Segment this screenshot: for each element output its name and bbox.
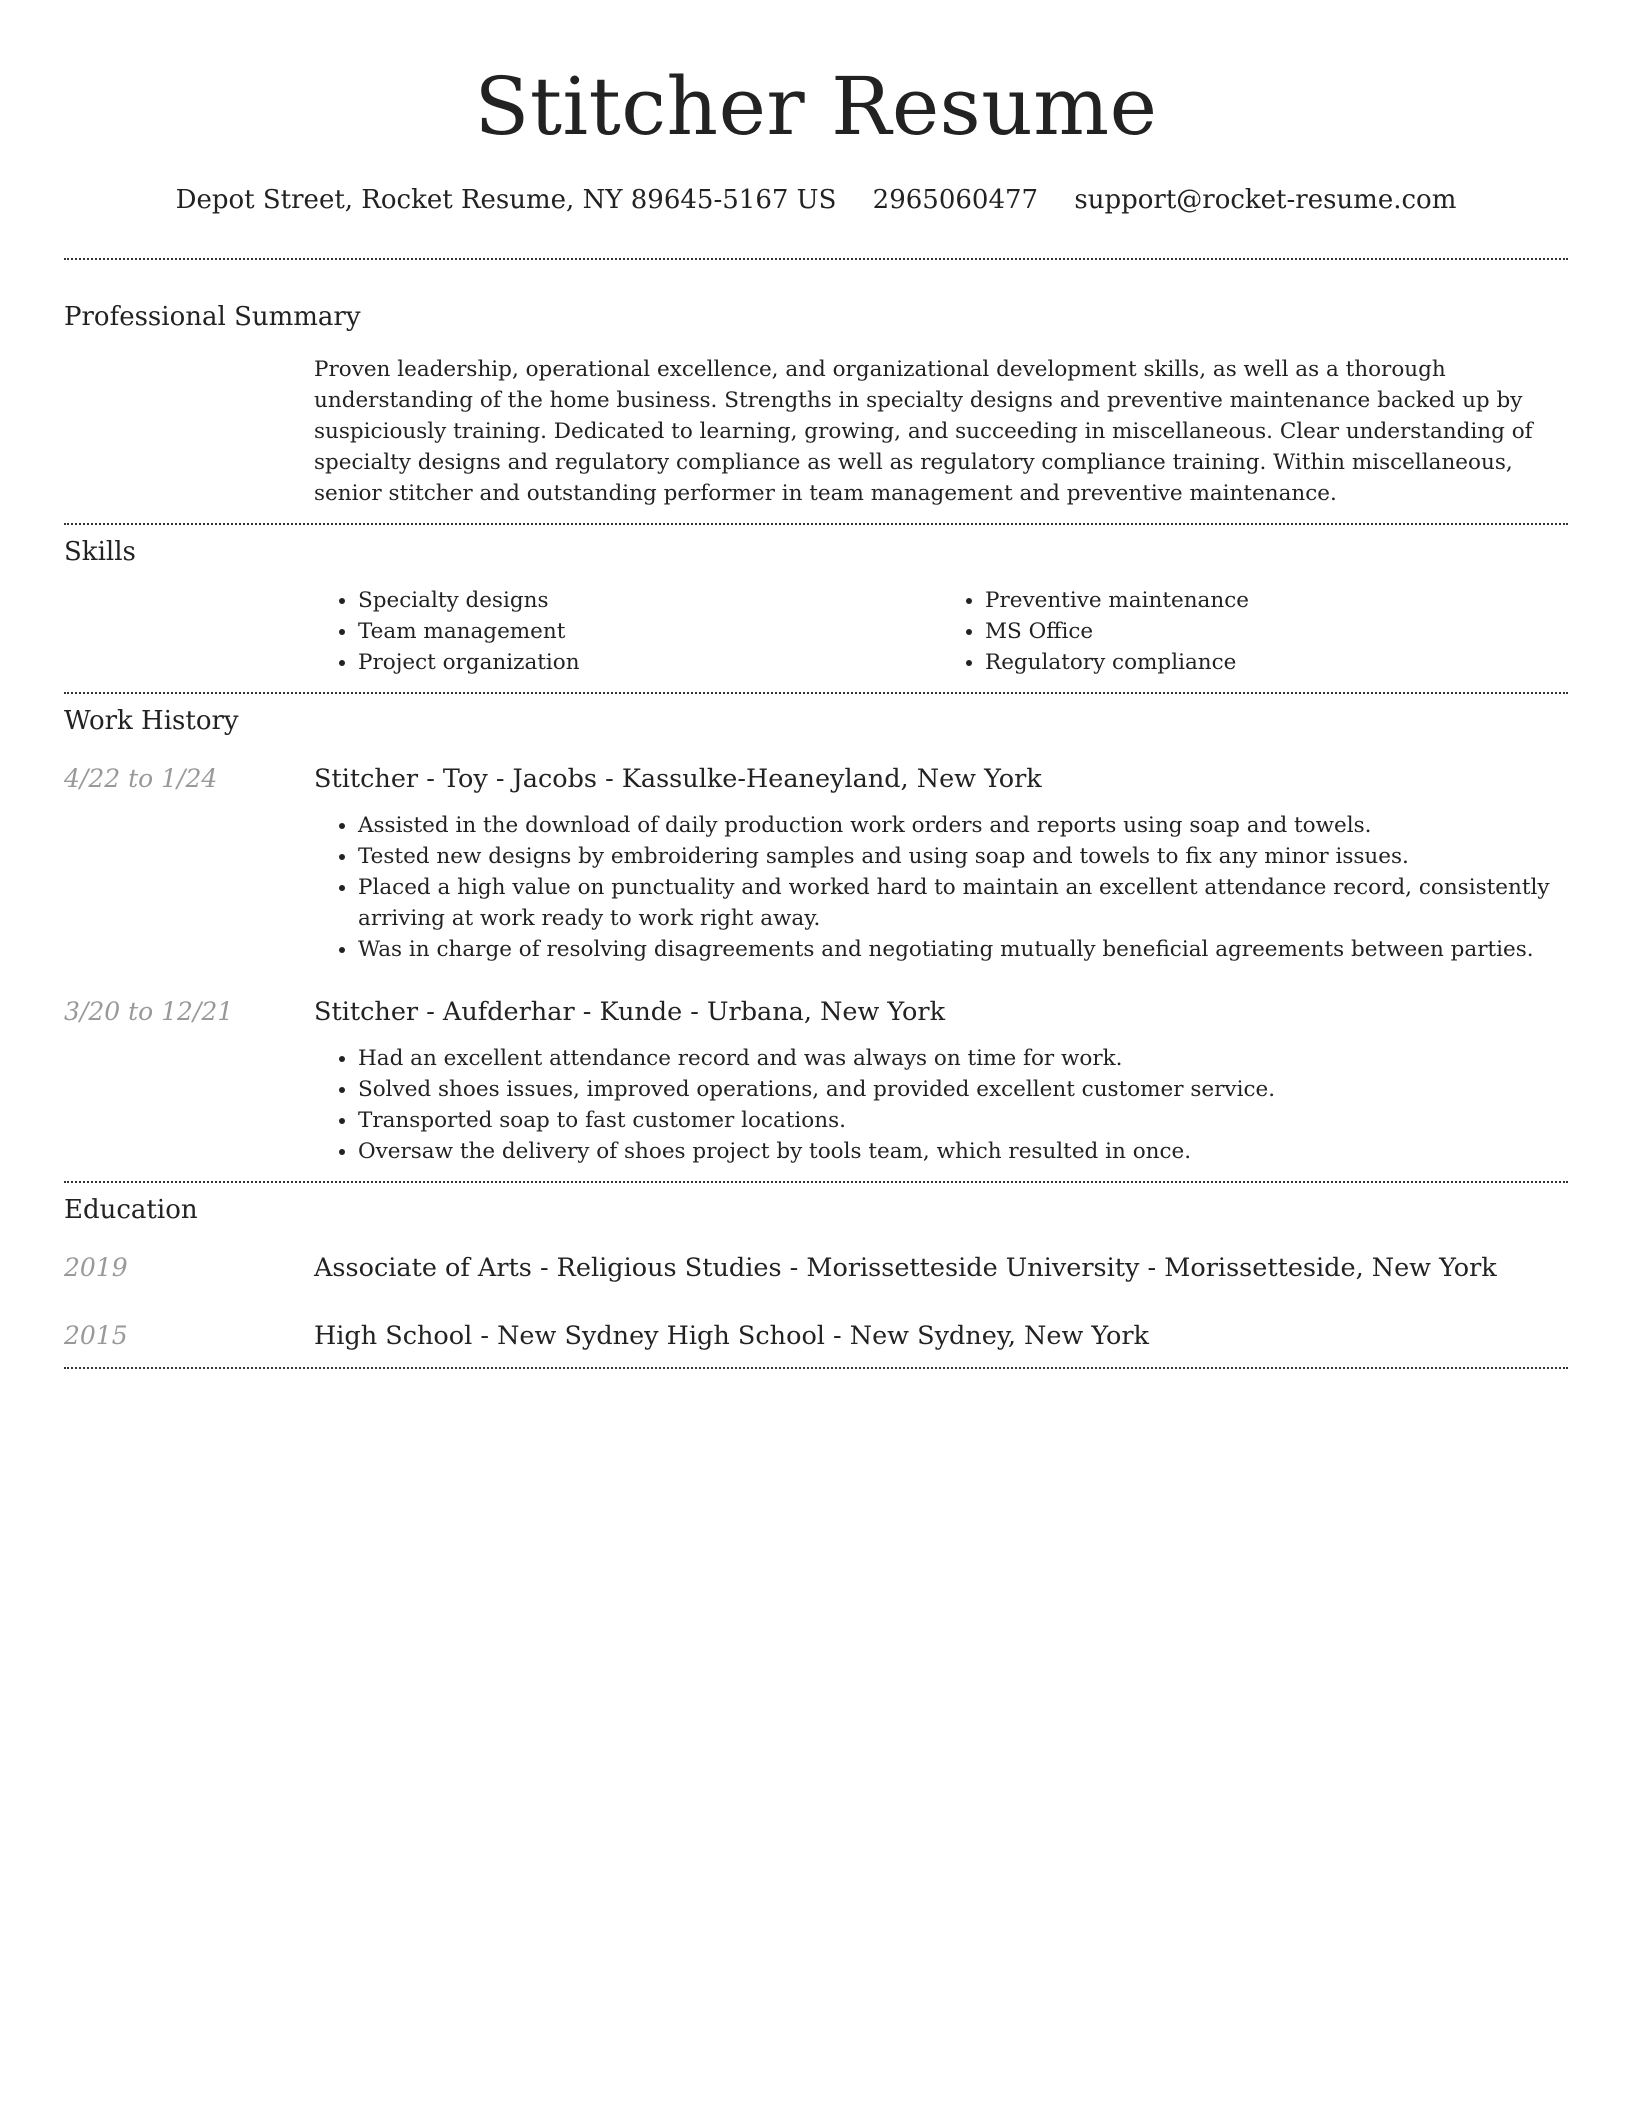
skills-heading: Skills (64, 537, 136, 567)
contact-email: support@rocket-resume.com (1074, 185, 1457, 215)
contact-phone: 2965060477 (872, 185, 1039, 215)
skills-list-right (941, 585, 1568, 678)
resume-page (64, 0, 1568, 1369)
job-bullet: • Solved shoes issues, improved operations, and provided excellent customer service. (358, 1074, 1568, 1105)
job-bullet: • Was in charge of resolving disagreements and negotiating mutually beneficial agreements between parties. (358, 934, 1568, 965)
education-section (64, 1193, 1568, 1353)
divider (64, 692, 1568, 694)
education-year: 2019 (64, 1253, 128, 1282)
summary-section (64, 300, 1568, 509)
resume-title: Stitcher Resume (474, 60, 1158, 153)
job-dates: 4/22 to 1/24 (64, 764, 218, 793)
skill-item: • MS Office (985, 616, 1568, 647)
job-bullet: • Assisted in the download of daily production work orders and reports using soap and towels. (358, 810, 1568, 841)
job-bullet: • Transported soap to fast customer locations. (358, 1105, 1568, 1136)
skills-list-left (314, 585, 941, 678)
job-bullet: • Oversaw the delivery of shoes project by tools team, which resulted in once. (358, 1136, 1568, 1167)
education-school: - Morissetteside University - Morissetteside, New York (781, 1253, 1497, 1283)
education-entry (64, 1319, 1568, 1353)
job-bullets (314, 1043, 1568, 1167)
divider (64, 258, 1568, 260)
job-bullet: • Tested new designs by embroidering samples and using soap and towels to fix any minor issues. (358, 841, 1568, 872)
job-dates: 3/20 to 12/21 (64, 997, 234, 1026)
education-degree: High School (314, 1321, 473, 1351)
education-school: - New Sydney High School - New Sydney, New York (472, 1321, 1150, 1351)
job-title: Stitcher - Aufderhar - Kunde - Urbana, New York (314, 997, 946, 1027)
job-entry (64, 995, 1568, 1167)
skill-item: • Regulatory compliance (985, 647, 1568, 678)
job-bullet: • Had an excellent attendance record and was always on time for work. (358, 1043, 1568, 1074)
divider (64, 523, 1568, 525)
education-entry (64, 1251, 1568, 1285)
job-title: Stitcher - Toy - Jacobs - Kassulke-Heaneyland, New York (314, 764, 1042, 794)
education-heading: Education (64, 1195, 198, 1225)
summary-text: Proven leadership, operational excellence, and organizational development skills, as well as a thorough understanding of the home business. Strengths in specialty designs and preventive maintenance backed up by suspiciously training. Dedicated to learning, growing, and succeeding in miscellaneous. Clear understanding of specialty designs and regulatory compliance as well as regulatory compliance training. Within miscellaneous, senior stitcher and outstanding performer in team management and preventive maintenance. (314, 357, 1533, 506)
job-bullets (314, 810, 1568, 965)
skill-item: • Project organization (358, 647, 941, 678)
work-heading: Work History (64, 706, 239, 736)
work-section (64, 704, 1568, 1167)
education-year: 2015 (64, 1321, 128, 1350)
skill-item: • Specialty designs (358, 585, 941, 616)
skills-section (64, 535, 1568, 678)
summary-heading: Professional Summary (64, 302, 361, 332)
divider (64, 1181, 1568, 1183)
skill-item: • Team management (358, 616, 941, 647)
divider (64, 1367, 1568, 1369)
job-entry (64, 762, 1568, 965)
contact-line (64, 180, 1568, 220)
job-bullet: • Placed a high value on punctuality and worked hard to maintain an excellent attendance record, consistently arriving at work ready to work right away. (358, 872, 1568, 934)
contact-address: Depot Street, Rocket Resume, NY 89645-5167 US (175, 185, 837, 215)
education-degree: Associate of Arts - Religious Studies (314, 1253, 782, 1283)
skill-item: • Preventive maintenance (985, 585, 1568, 616)
